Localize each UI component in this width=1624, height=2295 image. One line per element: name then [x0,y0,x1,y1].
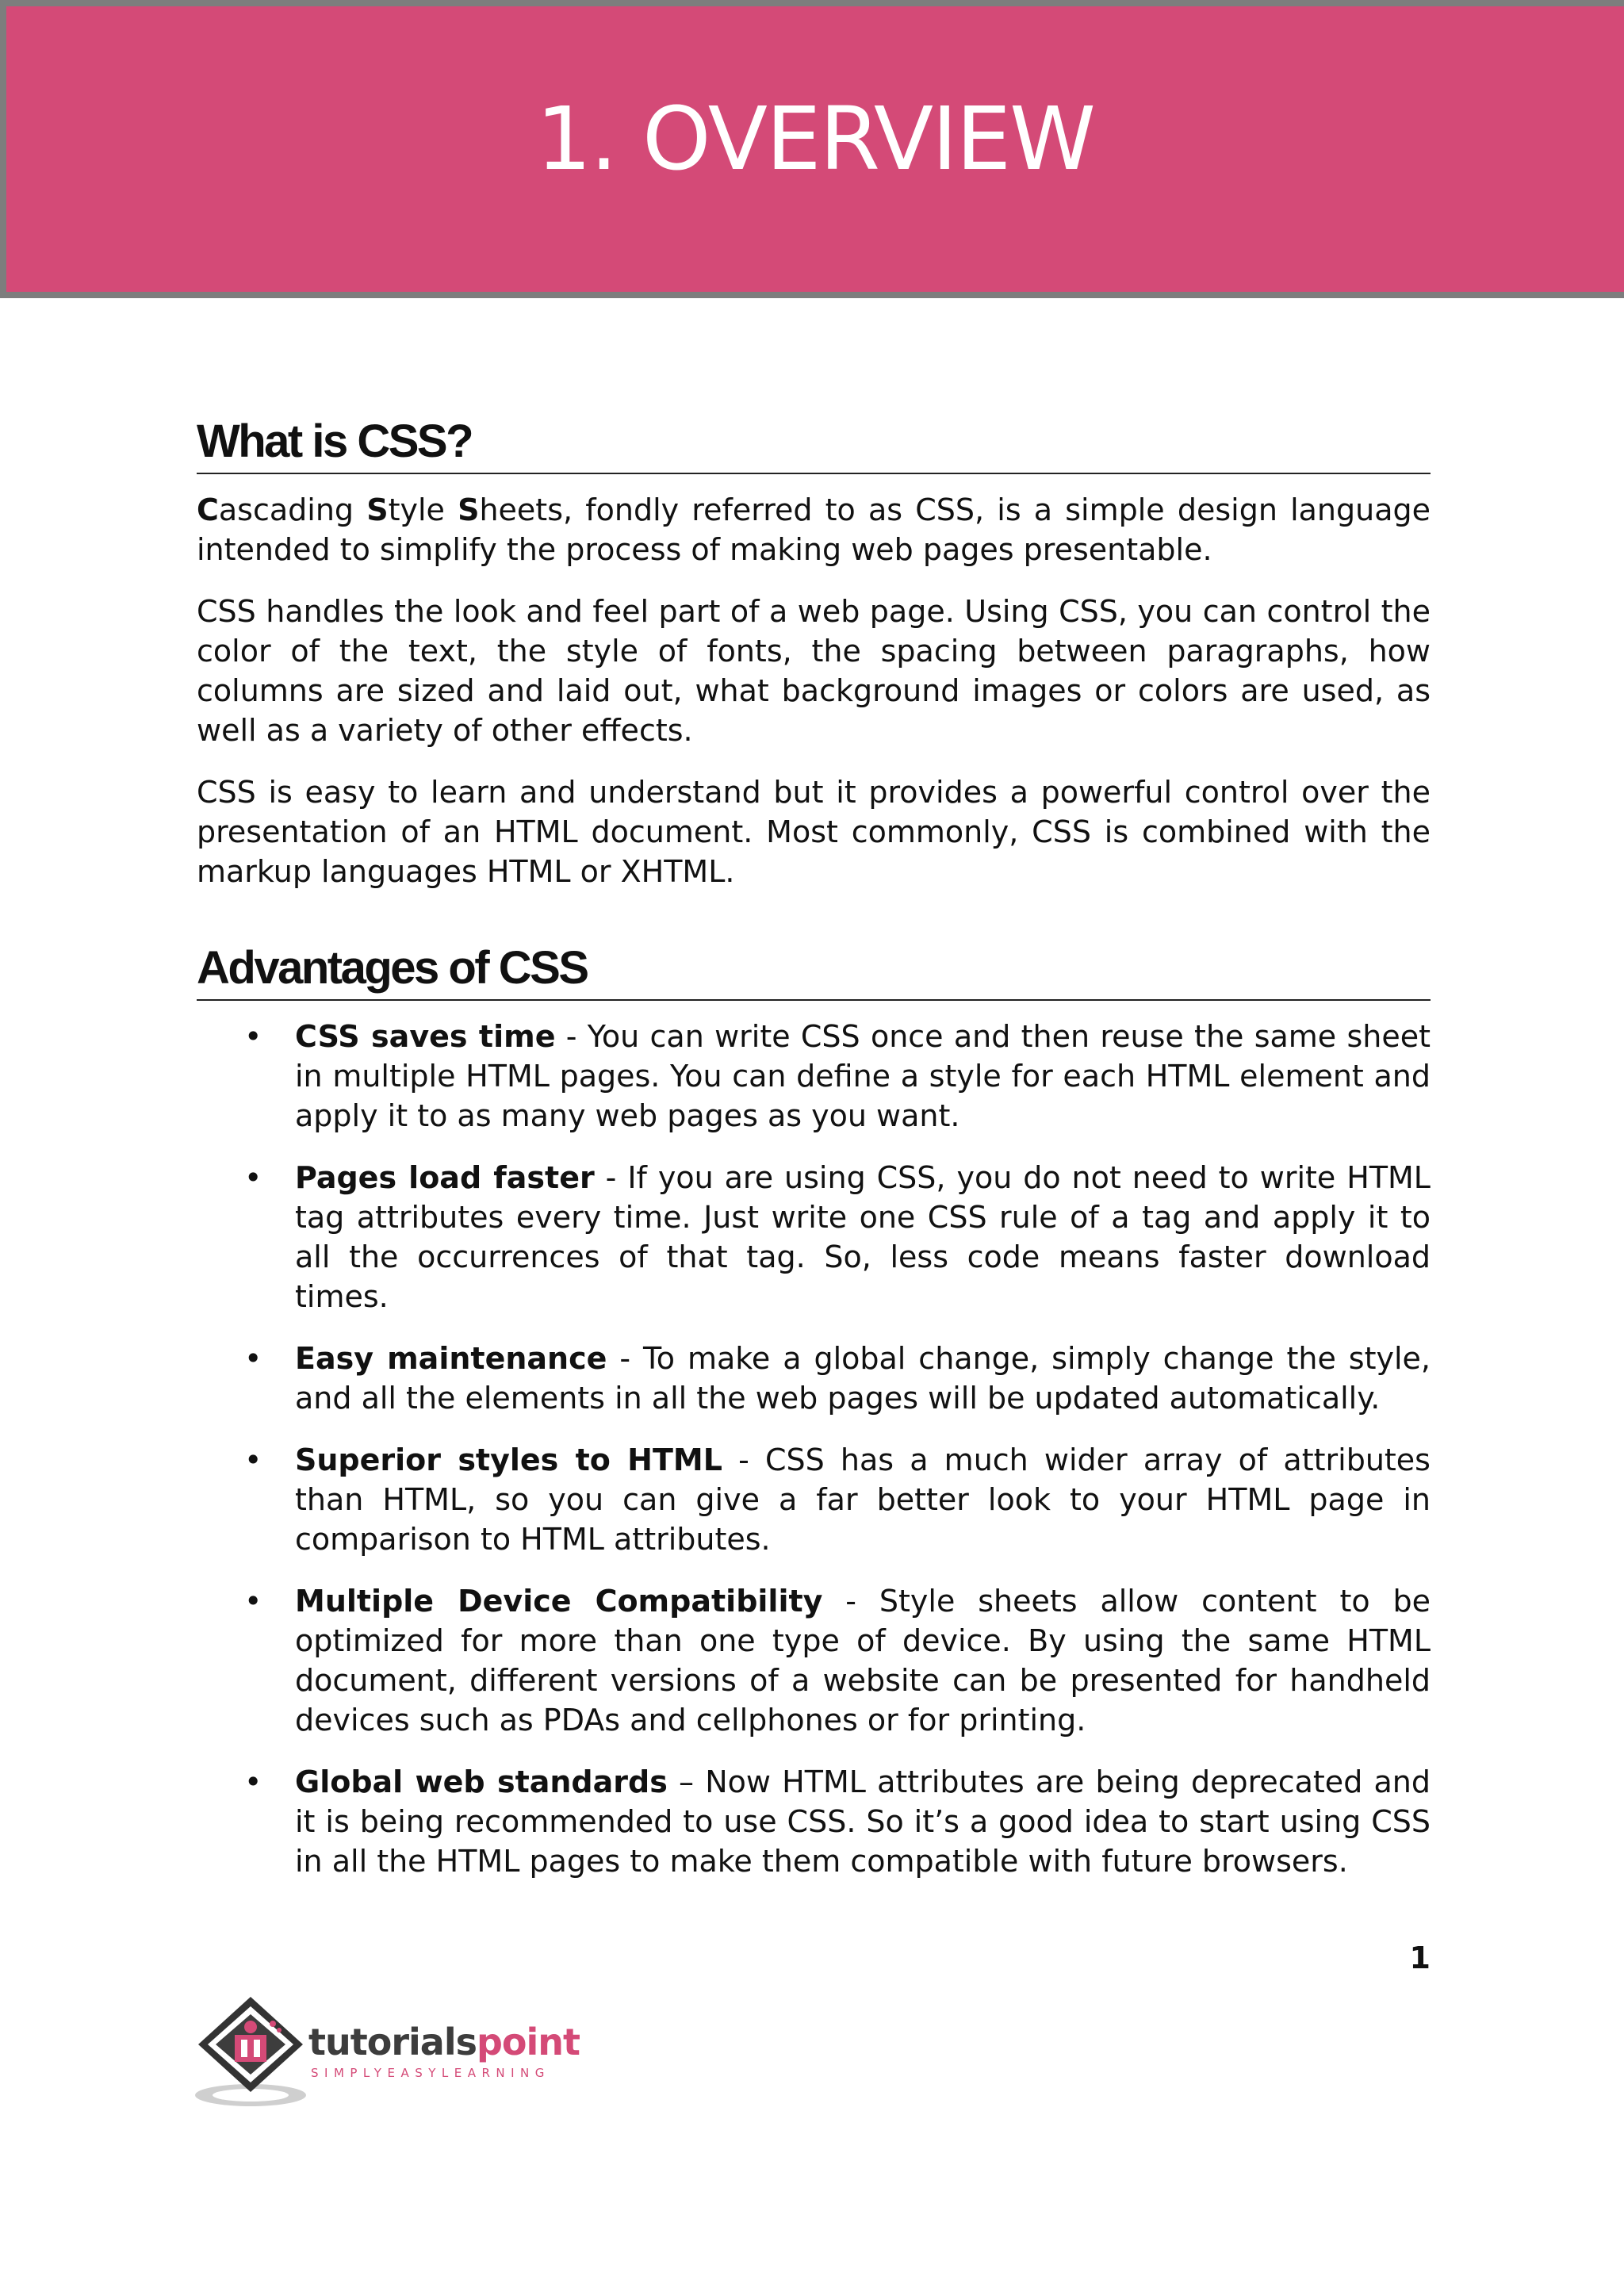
body-paragraph: CSS is easy to learn and understand but it provides a powerful control over the presentation of an HTML document. Most commonly, CSS is combined with the markup languages HTML or XHTML. [197,775,1431,889]
intro-text: tyle [388,492,458,527]
intro-text: heets, fondly referred to as CSS, is a simple design language intended to simplify the process of making web pages presentable. [197,492,1431,567]
logo-emblem-icon [193,1992,312,2111]
intro-text: ascading [218,492,367,527]
advantages-list [197,1017,1431,1881]
item-term: Multiple Device Compatibility [295,1584,823,1619]
bullet-icon: • [244,1584,262,1619]
bullet-icon: • [244,1160,262,1195]
intro-paragraph [197,490,1431,569]
item-text: - If you are using CSS, you do not need to write HTML tag attributes every time. Just write one CSS rule of a tag and apply it to all the occurrences of that tag. So, less code means faster download times. [295,1160,1431,1314]
item-text: - CSS has a much wider array of attributes than HTML, so you can give a far better look to your HTML page in comparison to HTML attributes. [295,1443,1431,1557]
section-heading: What is CSS? [197,419,1431,474]
list-item [197,1017,1431,1136]
logo-tagline: SIMPLYEASYLEARNING [311,2066,550,2080]
list-item [197,1158,1431,1316]
list-item [197,1339,1431,1418]
list-item [197,1762,1431,1881]
list-item [197,1581,1431,1740]
logo-wordmark: tutorialspoint [308,2021,580,2063]
bullet-icon: • [244,1341,262,1376]
section-heading: Advantages of CSS [197,945,1431,1001]
item-term: CSS saves time [295,1019,556,1054]
item-text: – Now HTML attributes are being deprecated and it is being recommended to use CSS. So it’s a good idea to start using CSS in all the HTML pages to make them compatible with future browsers. [295,1764,1431,1879]
item-term: Easy maintenance [295,1341,607,1376]
item-text: - To make a global change, simply change the style, and all the elements in all the web pages will be updated automatically. [295,1341,1431,1416]
bullet-icon: • [244,1019,262,1054]
item-term: Global web standards [295,1764,668,1799]
section-what-is-css [197,416,1431,891]
chapter-banner [0,0,1624,298]
item-text: - Style sheets allow content to be optimized for more than one type of device. By using the same HTML document, different versions of a website can be presented for handheld devices such as PDAs and cellphones or for printing. [295,1584,1431,1738]
bullet-icon: • [244,1443,262,1477]
section-advantages [197,942,1431,1881]
acronym-letter: C [197,492,219,527]
tutorialspoint-logo [193,1992,606,2111]
bullet-icon: • [244,1764,262,1799]
list-item [197,1440,1431,1559]
item-term: Pages load faster [295,1160,595,1195]
page-number: 1 [1409,1941,1431,1975]
body-paragraph: CSS handles the look and feel part of a web page. Using CSS, you can control the color of the text, the style of fonts, the spacing between paragraphs, how columns are sized and laid out, what background images or colors are used, as well as a variety of other effects. [197,594,1431,748]
item-text: - You can write CSS once and then reuse the same sheet in multiple HTML pages. You can define a style for each HTML element and apply it to as many web pages as you want. [295,1019,1431,1133]
item-term: Superior styles to HTML [295,1443,722,1477]
acronym-letter: S [366,492,389,527]
chapter-title: 1. OVERVIEW [536,88,1094,190]
acronym-letter: S [458,492,480,527]
